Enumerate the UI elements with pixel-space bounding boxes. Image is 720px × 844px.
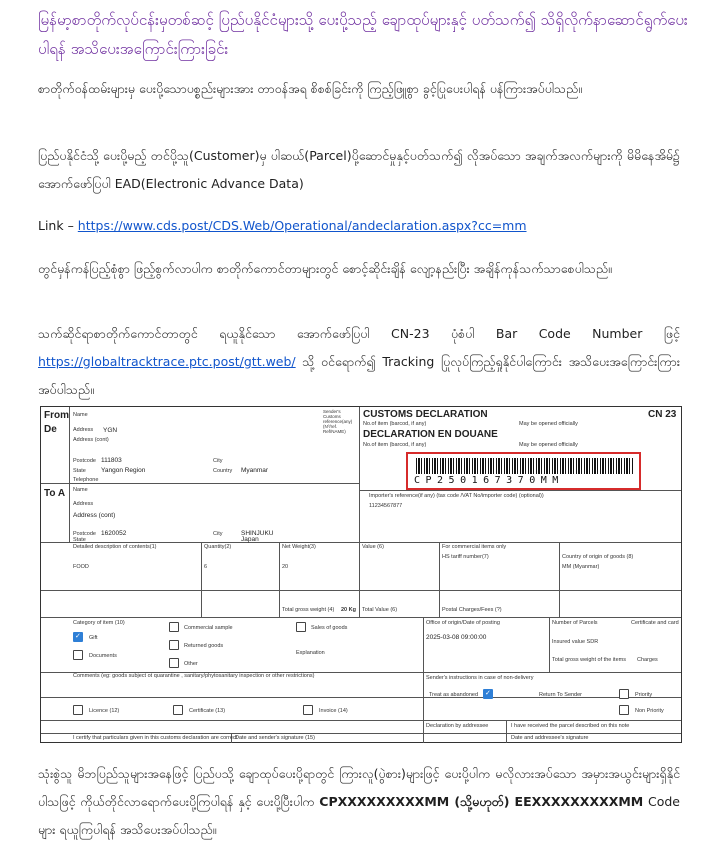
no-item-label: No.of item (barcod, if any)	[363, 421, 427, 427]
sender-state-label: State	[73, 468, 86, 474]
certify-label: I certify that particulars given in this customs declaration are correct	[73, 735, 238, 741]
may-open-label: May be opened officially	[519, 421, 578, 427]
documents-checkbox[interactable]	[73, 650, 83, 660]
num-parcels-label: Number of Parcels	[552, 620, 598, 626]
non-priority-label: Non Priority	[635, 708, 664, 714]
warning-text-a: သုံးစွဲသူ မိဘပြည်သူများအနေဖြင့် ပြည်ပသို့ ချောထုပ်ပေးပို့ရာတွင် ကြားလူ(ပွဲစား)များဖြင့် ပေးပို့ပါက မလိုလားအပ်သော အမှားအယွင်းများရှိနိုင်ပါသဖြင့် ကိုယ်တိုင်လာရောက်ပေးပို့ကြပါရန် နှင့် ပေးပို့ပြီးပါက	[38, 766, 680, 809]
licence-checkbox[interactable]	[73, 705, 83, 715]
commercial-only-label: For commercial items only	[442, 544, 507, 550]
value-header: Value (6)	[362, 544, 384, 550]
paragraph-inspection: စာတိုက်ဝန်ထမ်းများမှ ပေးပို့သောပစ္စည်းများအား တာဝန်အရ စိစစ်ခြင်းကို ကြည့်ဖြူစွာ ခွင့်ပြုပေးပါရန် ပန်ကြားအပ်ပါသည်။	[38, 81, 583, 96]
insured-label: Insured value SDR	[552, 639, 599, 645]
barcode-number: CP250167370MM	[414, 475, 564, 486]
commercial-sample-label: Commercial sample	[184, 625, 233, 631]
origin-country-value: MM (Myanmar)	[562, 564, 600, 570]
licence-label: Licence (12)	[89, 708, 120, 714]
sender-address-label: Address	[73, 427, 94, 433]
return-sender-label: Return To Sender	[539, 692, 583, 698]
office-origin-label: Office of origin/Date of posting	[426, 620, 500, 626]
returned-goods-checkbox[interactable]	[169, 640, 179, 650]
charges-label: Charges	[637, 657, 658, 663]
postal-charges-label: Postal Charges/Fees (?)	[442, 607, 502, 613]
sender-state-value: Yangon Region	[101, 467, 146, 474]
sender-instructions-label: Sender's instructions in case of non-delivery	[426, 675, 534, 681]
date-addressee-sig-label: Date and addressee's signature	[511, 735, 589, 741]
origin-country-label: Country of origin of goods (8)	[562, 554, 634, 560]
posting-date-value: 2025-03-08 09:00:00	[426, 634, 487, 641]
to-label: To A	[44, 488, 66, 499]
importer-ref-label: Importer's reference(if any) (tax code /VAT No/importer code) (optional))	[369, 493, 544, 499]
sender-telephone-label: Telephone	[73, 477, 99, 483]
net-weight-header: Net Weight(3)	[282, 544, 316, 550]
qty-header: Quantity(2)	[204, 544, 232, 550]
warning-code-format: CPXXXXXXXXXMM (သို့မဟုတ်) EEXXXXXXXXXMM	[319, 794, 644, 809]
sender-postcode-label: Postcode	[73, 458, 96, 464]
other-checkbox[interactable]	[169, 658, 179, 668]
may-open-label-2: May be opened officially	[519, 442, 578, 448]
receiver-address-cont-label: Address (cont)	[73, 512, 116, 519]
sender-country-label: Country	[213, 468, 233, 474]
item-description: FOOD	[73, 564, 89, 570]
item-weight: 20	[282, 564, 289, 570]
sender-postcode-value: 111803	[101, 457, 122, 464]
invoice-checkbox[interactable]	[303, 705, 313, 715]
paragraph-warning	[38, 760, 680, 844]
link-label: Link –	[38, 218, 78, 233]
paragraph-ead: ပြည်ပနိုင်ငံသို့ ပေးပို့မည့် တင်ပို့သူ(Customer)မှ ပါဆယ်(Parcel)ပို့ဆောင်မှုနှင့်ပတ်သက်၍ လိုအပ်သော အချက်အလက်များကို မိမိနေအိမ်၌ အောက်ဖော်ပြပါ EAD(Electronic Advance Data)	[38, 148, 680, 191]
category-label: Category of item (10)	[73, 620, 125, 626]
receiver-address-label: Address	[73, 501, 94, 507]
declaration-addressee-label: Declaration by addressee	[426, 723, 489, 729]
hs-tariff-label: HS tariff number(7)	[442, 554, 489, 560]
gift-label: Gift	[89, 635, 98, 641]
certificate-checkbox[interactable]	[173, 705, 183, 715]
cn23-form	[40, 406, 682, 743]
treat-abandoned-label: Treat as abandoned	[429, 692, 479, 698]
de-label: De	[44, 424, 57, 435]
sales-goods-label: Sales of goods	[311, 625, 348, 631]
paragraph-link	[38, 212, 680, 240]
receiver-city-value: SHINJUKU	[241, 530, 274, 537]
priority-checkbox[interactable]	[619, 689, 629, 699]
importer-ref-value: 11234567877	[369, 503, 403, 509]
received-parcel-label: I have received the parcel described on this note	[511, 723, 630, 729]
cn23-label: CN 23	[648, 409, 677, 420]
desc-header: Detailed description of contents(1)	[73, 544, 157, 550]
sender-name-label: Name	[73, 412, 88, 418]
total-gross-label: Total gross weight (4)	[282, 607, 335, 613]
priority-label: Priority	[635, 692, 653, 698]
invoice-label: Invoice (14)	[319, 708, 348, 714]
total-value-label: Total Value (6)	[362, 607, 398, 613]
paragraph-counter: တွင်မှန်ကန်ပြည့်စုံစွာ ဖြည့်စွက်လာပါက စာတိုက်ကောင်တာများတွင် စောင့်ဆိုင်းချိန် လျော့နည်းပြီး အချိန်ကုန်သက်သာစေပါသည်။	[38, 261, 612, 276]
sender-address-value: YGN	[103, 427, 118, 434]
sales-goods-checkbox[interactable]	[296, 622, 306, 632]
barcode-highlight-box	[406, 452, 641, 490]
item-quantity: 6	[204, 564, 208, 570]
cds-link[interactable]: https://www.cds.post/CDS.Web/Operational/andeclaration.aspx?cc=mm	[77, 218, 527, 233]
receiver-country-value: Japan	[241, 536, 259, 543]
from-label: From	[44, 410, 69, 421]
documents-label: Documents	[89, 653, 117, 659]
receiver-postcode-label: Postcode	[73, 531, 96, 537]
barcode-bars	[416, 458, 634, 474]
commercial-sample-checkbox[interactable]	[169, 622, 179, 632]
customs-title-fr: DECLARATION EN DOUANE	[363, 429, 498, 440]
receiver-city-label: City	[213, 531, 223, 537]
tracking-text-a: သက်ဆိုင်ရာစာတိုက်ကောင်တာတွင် ရယူနိုင်သော အောက်ဖော်ပြပါ CN-23 ပုံစံပါ Bar Code Number ဖြင့်	[38, 326, 680, 341]
tracking-link[interactable]: https://globaltracktrace.ptc.post/gtt.web/	[38, 354, 296, 369]
page-title: မြန်မာ့စာတိုက်လုပ်ငန်းမှတစ်ဆင့် ပြည်ပနိုင်ငံများသို့ ပေးပို့သည့် ချောထုပ်များနှင့် ပတ်သက်၍ သိရှိလိုက်နာဆောင်ရွက်ပေးပါရန် အသိပေးအကြောင်းကြားခြင်း	[38, 11, 688, 58]
comments-label: Comments (eg: goods subject ot quarantine , sanitary/phytosanitary inspection or other restrictions)	[73, 673, 315, 679]
no-item-label-2: No.of item (barcod, if any)	[363, 442, 427, 448]
receiver-name-label: Name	[73, 487, 88, 493]
total-gross-value: 20 Kg	[341, 607, 356, 613]
returned-goods-label: Returned goods	[184, 643, 224, 649]
warning-text-b: Code များ ရယူကြပါရန် အသိပေးအပ်ပါသည်။	[38, 794, 680, 837]
cert-card-label: Certificate and card	[631, 620, 679, 626]
non-priority-checkbox[interactable]	[619, 705, 629, 715]
sender-city-label: City	[213, 458, 223, 464]
explanation-label: Explanation	[296, 650, 325, 656]
other-label: Other	[184, 661, 198, 667]
tracking-text-b: သို့ ဝင်ရောက်၍ Tracking ပြုလုပ်ကြည့်ရှုနိုင်ပါကြောင်း အသိပေးအကြောင်းကြားအပ်ပါသည်။	[38, 354, 680, 397]
gift-checkbox[interactable]	[73, 632, 83, 642]
paragraph-tracking	[38, 320, 680, 404]
treat-abandoned-checkbox[interactable]	[483, 689, 493, 699]
receiver-postcode-value: 1620052	[101, 530, 127, 537]
date-sender-sig-label: Date and sender's signature (15)	[235, 735, 315, 741]
sender-ref-label: Sender's Customs reference(any) (Nº/ref. Ref/NAME)	[323, 409, 353, 434]
receiver-state-label: State	[73, 537, 86, 543]
sender-country-value: Myanmar	[241, 467, 269, 474]
certificate-label: Certificate (13)	[189, 708, 226, 714]
customs-title: CUSTOMS DECLARATION	[363, 409, 488, 420]
sender-address-cont-label: Address (cont)	[73, 437, 109, 443]
total-gross-items-label: Total gross weight of the items	[552, 657, 626, 663]
